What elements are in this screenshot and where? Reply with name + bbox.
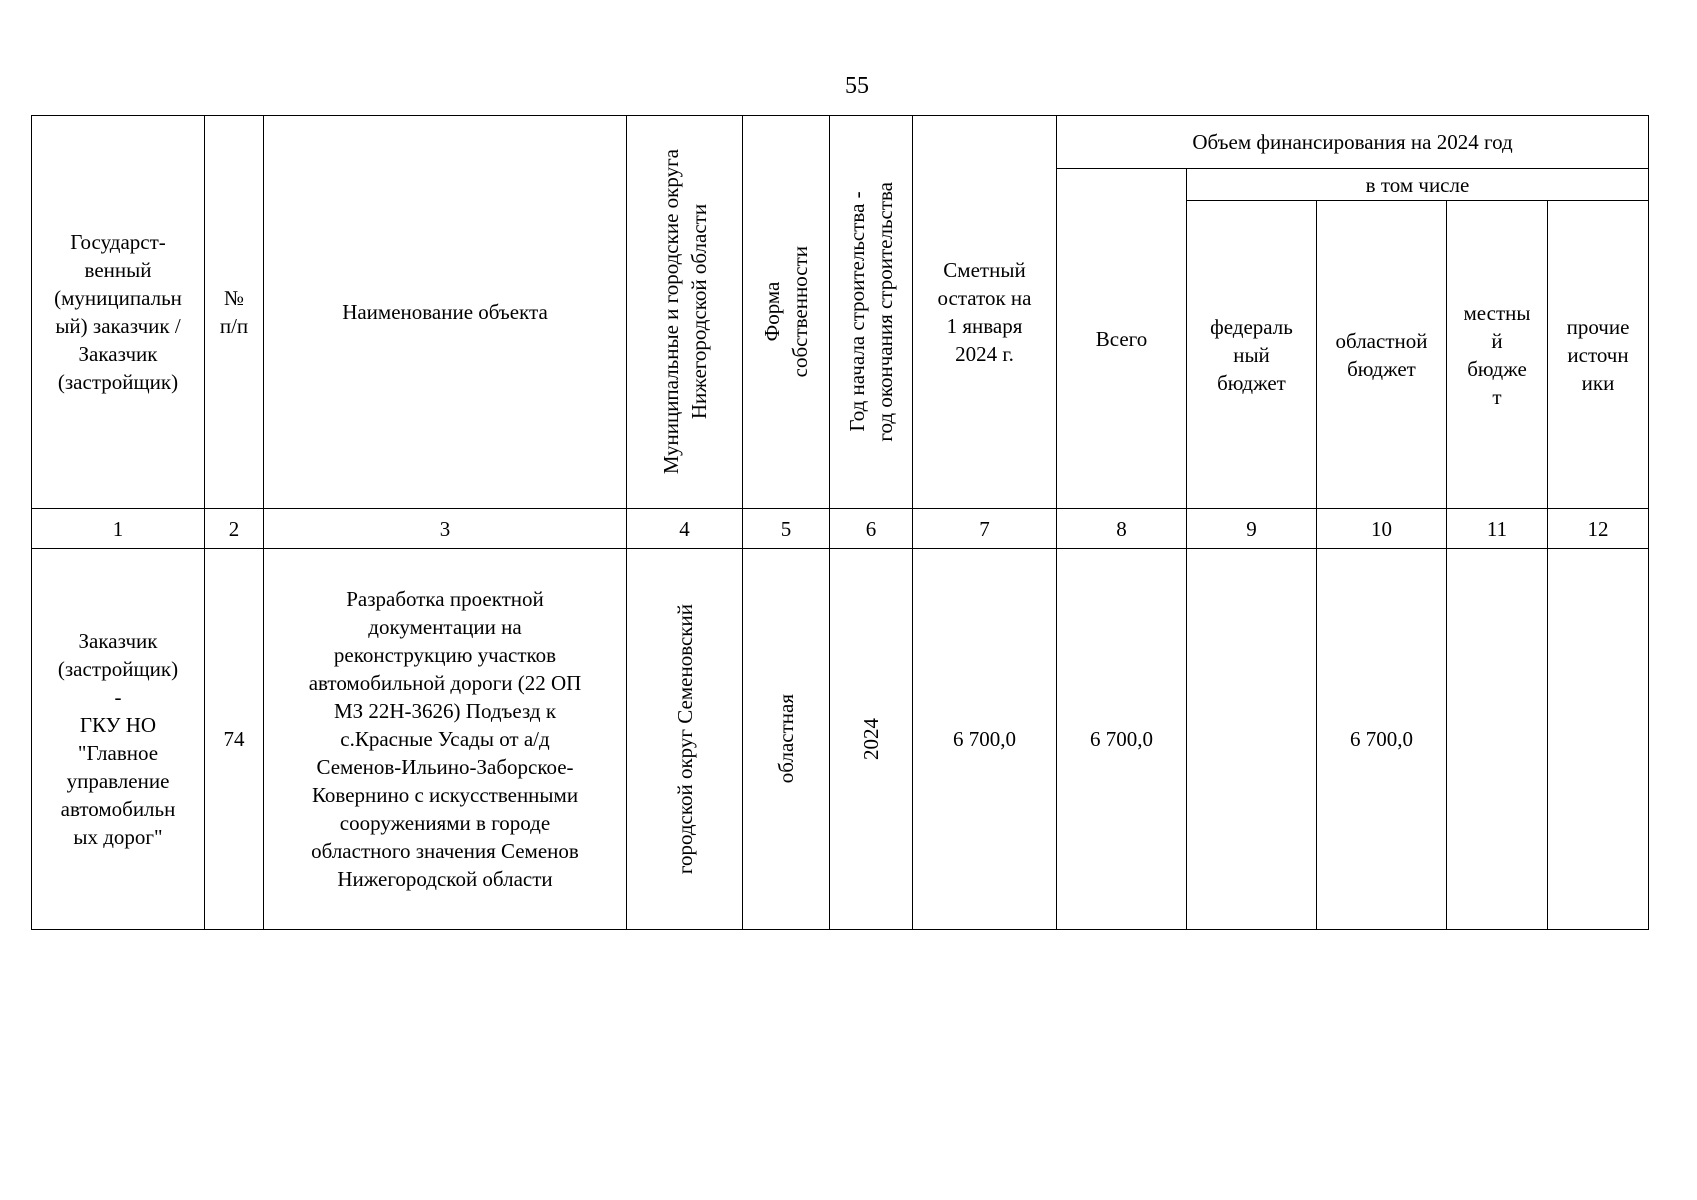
column-number: 6: [830, 509, 913, 549]
row-ownership: областная: [774, 694, 798, 784]
row-total: 6 700,0: [1057, 549, 1187, 930]
header-funding-title: Объем финансирования на 2024 год: [1057, 116, 1649, 169]
header-ownership-cell: [743, 116, 830, 509]
column-number: 2: [205, 509, 264, 549]
row-federal: [1187, 549, 1317, 930]
header-districts: Муниципальные и городские округа Нижегородской области: [658, 149, 711, 475]
table-row: [32, 549, 1649, 930]
column-number: 7: [913, 509, 1057, 549]
row-other: [1548, 549, 1649, 930]
header-customer: Государст- венный (муниципальн ый) заказчик / Заказчик (застройщик): [32, 116, 205, 509]
row-local: [1447, 549, 1548, 930]
column-number: 4: [627, 509, 743, 549]
header-regional: областной бюджет: [1317, 201, 1447, 509]
row-ownership-cell: [743, 549, 830, 930]
page-number: 55: [845, 73, 869, 99]
header-including: в том числе: [1187, 169, 1649, 201]
header-object-name: Наименование объекта: [264, 116, 627, 509]
column-numbers-row: [32, 509, 1649, 549]
column-number: 10: [1317, 509, 1447, 549]
column-number: 1: [32, 509, 205, 549]
investment-table: [31, 115, 1649, 930]
column-number: 5: [743, 509, 830, 549]
row-regional: 6 700,0: [1317, 549, 1447, 930]
header-other: прочие источн ики: [1548, 201, 1649, 509]
header-total: Всего: [1057, 169, 1187, 509]
row-district-cell: [627, 549, 743, 930]
column-number: 11: [1447, 509, 1548, 549]
row-number: 74: [205, 549, 264, 930]
header-years: Год начала строительства - год окончания строительства: [845, 182, 897, 442]
header-federal: федераль ный бюджет: [1187, 201, 1317, 509]
row-object-name: Разработка проектной документации на реконструкцию участков автомобильной дороги (22 ОП МЗ 22Н-3626) Подъезд к с.Красные Усады от а/д Семенов-Ильино-Заборское- Ковернино с искусственными сооружениями в городе областного значения Семенов Нижегородской области: [264, 549, 627, 930]
row-estimate: 6 700,0: [913, 549, 1057, 930]
header-districts-cell: [627, 116, 743, 509]
column-number: 12: [1548, 509, 1649, 549]
header-local: местны й бюдже т: [1447, 201, 1548, 509]
row-customer: Заказчик (застройщик) - ГКУ НО "Главное управление автомобильн ых дорог": [32, 549, 205, 930]
column-number: 3: [264, 509, 627, 549]
header-ownership: Форма собственности: [760, 246, 812, 378]
header-estimate: Сметный остаток на 1 января 2024 г.: [913, 116, 1057, 509]
row-years: 2024: [859, 718, 883, 760]
row-years-cell: [830, 549, 913, 930]
row-district: городской округ Семеновский: [672, 603, 697, 875]
column-number: 9: [1187, 509, 1317, 549]
column-number: 8: [1057, 509, 1187, 549]
header-years-cell: [830, 116, 913, 509]
header-number: № п/п: [205, 116, 264, 509]
